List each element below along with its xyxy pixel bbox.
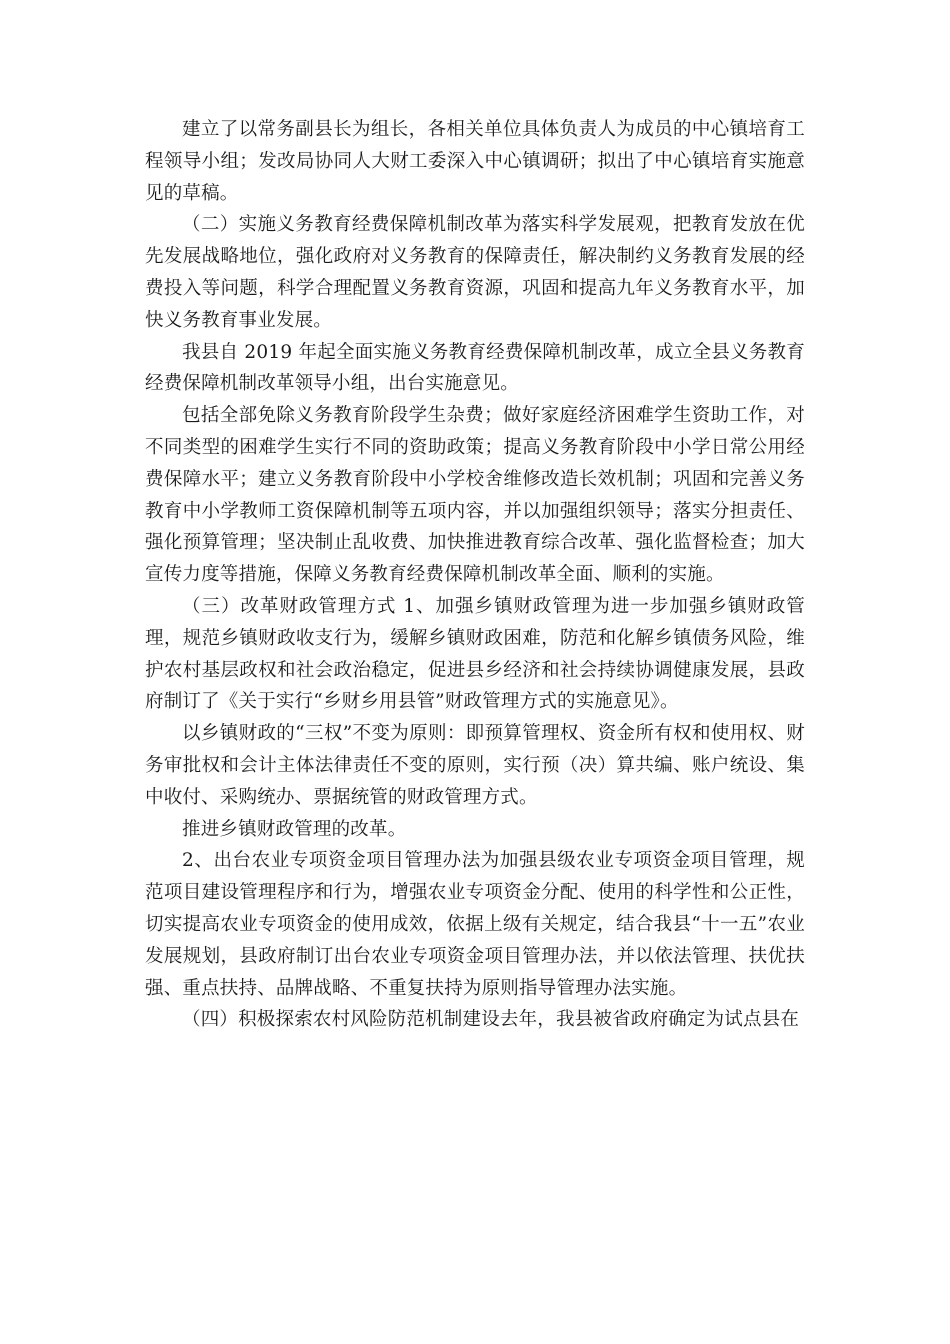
paragraph-2: （二）实施义务教育经费保障机制改革为落实科学发展观，把教育发放在优先发展战略地位，强化政府对义务教育的保障责任，解决制约义务教育发展的经费投入等问题，科学合理配置义务教育资源，巩固和提高九年义务教育水平，加快义务教育事业发展。 (145, 214, 805, 331)
paragraph-7: 推进乡镇财政管理的改革。 (182, 818, 407, 840)
document-body (145, 114, 805, 1036)
paragraph-1: 建立了以常务副县长为组长，各相关单位具体负责人为成员的中心镇培育工程领导小组；发改局协同人大财工委深入中心镇调研；拟出了中心镇培育实施意见的草稿。 (145, 119, 805, 204)
paragraph-3: 我县自 2019 年起全面实施义务教育经费保障机制改革，成立全县义务教育经费保障机制改革领导小组，出台实施意见。 (145, 341, 805, 395)
paragraph-6: 以乡镇财政的“三权”不变为原则：即预算管理权、资金所有权和使用权、财务审批权和会计主体法律责任不变的原则，实行预（决）算共编、账户统设、集中收付、采购统办、票据统管的财政管理方式。 (145, 723, 805, 808)
paragraph-5: （三）改革财政管理方式 1、加强乡镇财政管理为进一步加强乡镇财政管理，规范乡镇财政收支行为，缓解乡镇财政困难，防范和化解乡镇债务风险，维护农村基层政权和社会政治稳定，促进县乡经济和社会持续协调健康发展，县政府制订了《关于实行“乡财乡用县管”财政管理方式的实施意见》。 (145, 595, 805, 713)
paragraph-9: （四）积极探索农村风险防范机制建设去年，我县被省政府确定为试点县在 (182, 1009, 800, 1031)
paragraph-4: 包括全部免除义务教育阶段学生杂费；做好家庭经济困难学生资助工作，对不同类型的困难学生实行不同的资助政策；提高义务教育阶段中小学日常公用经费保障水平；建立义务教育阶段中小学校舍维修改造长效机制；巩固和完善义务教育中小学教师工资保障机制等五项内容，并以加强组织领导；落实分担责任、强化预算管理；坚决制止乱收费、加快推进教育综合改革、强化监督检查；加大宣传力度等措施，保障义务教育经费保障机制改革全面、顺利的实施。 (145, 405, 805, 586)
paragraph-8: 2、出台农业专项资金项目管理办法为加强县级农业专项资金项目管理，规范项目建设管理程序和行为，增强农业专项资金分配、使用的科学性和公正性，切实提高农业专项资金的使用成效，依据上级有关规定，结合我县“十一五”农业发展规划，县政府制订出台农业专项资金项目管理办法，并以依法管理、扶优扶强、重点扶持、品牌战略、不重复扶持为原则指导管理办法实施。 (145, 850, 805, 999)
